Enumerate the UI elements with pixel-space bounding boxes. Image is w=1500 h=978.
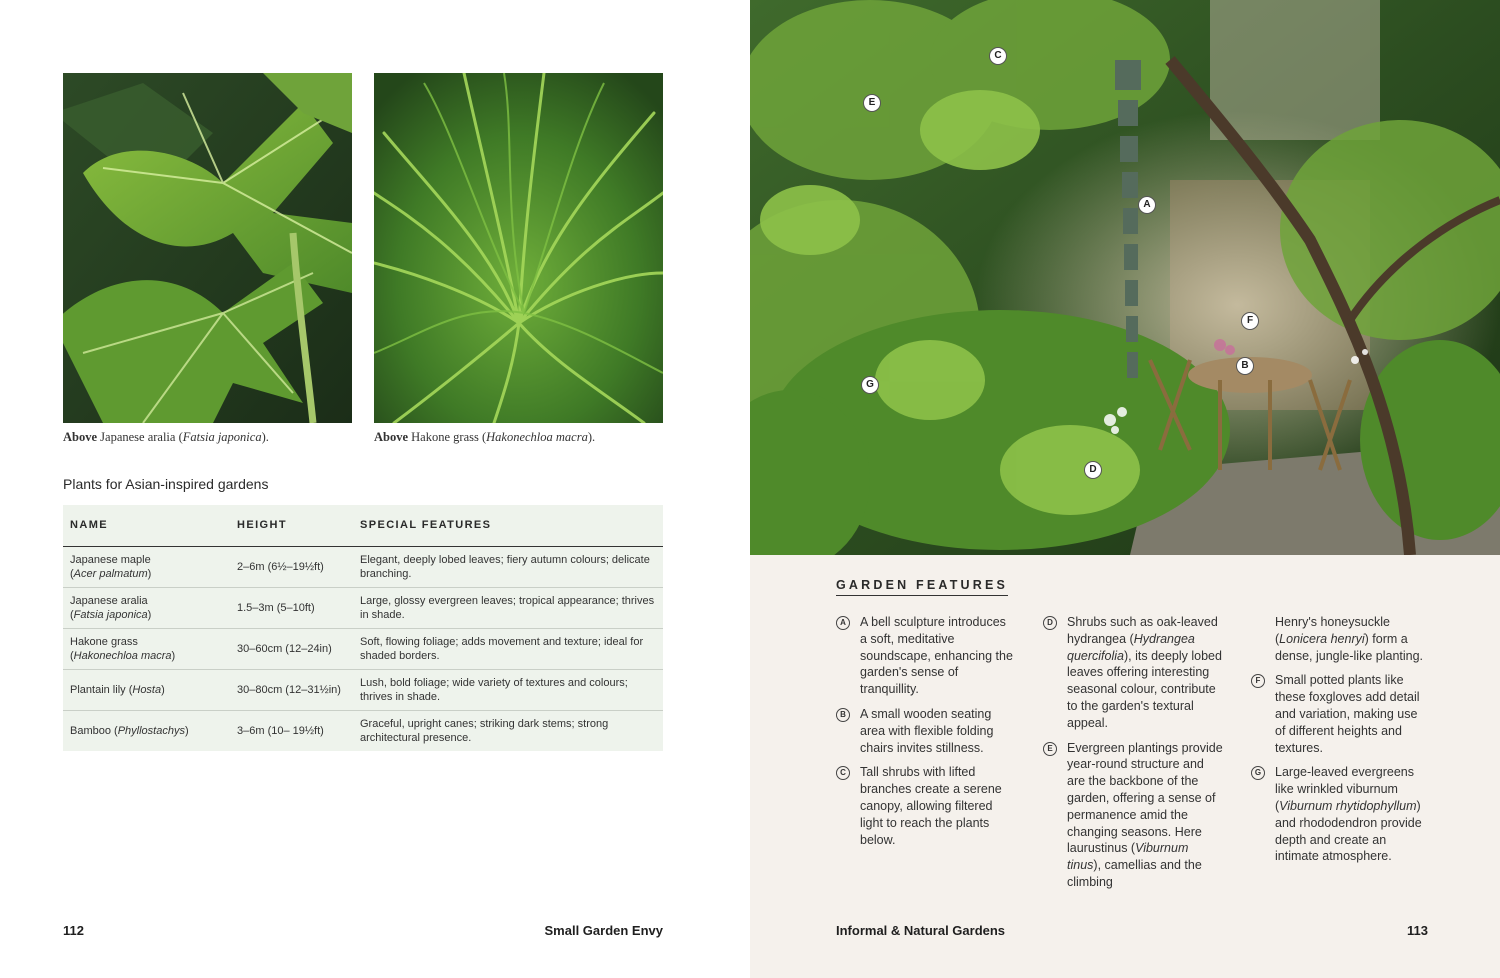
common-name: Plantain lily (70, 683, 126, 696)
column-header-height: HEIGHT (230, 505, 353, 546)
feature-scientific-name: Lonicera henryi (1279, 631, 1365, 646)
table-row (63, 710, 663, 751)
feature-text: Large-leaved evergreens like wrinkled viburnum ( (1275, 765, 1414, 813)
feature-badge-d: D (1043, 616, 1057, 630)
common-name: Hakone grass (70, 635, 138, 648)
scientific-name: Acer palmatum (73, 567, 148, 580)
feature-badge-f: F (1251, 674, 1265, 688)
feature-text: Evergreen plantings provide year-round structure and are the backbone of the garden, offering a sense of permanence amid the changing seasons. Here laurustinus ( (1067, 740, 1223, 856)
feature-item-e-continued (1251, 614, 1431, 664)
feature-text: Henry's honeysuckle ( (1275, 615, 1390, 646)
column-header-name: NAME (63, 505, 230, 546)
table-row (63, 669, 663, 710)
plant-name-cell (63, 628, 230, 669)
caption-scientific-name: Fatsia japonica (182, 430, 262, 444)
photo-marker-f: F (1241, 312, 1259, 330)
aralia-caption (63, 430, 269, 445)
garden-photo (750, 0, 1500, 555)
plant-name-cell (63, 669, 230, 710)
plants-table (63, 505, 663, 751)
scientific-name: Hakonechloa macra (73, 649, 172, 662)
common-name: Bamboo (70, 724, 111, 737)
photo-marker-g: G (861, 376, 879, 394)
photo-marker-d: D (1084, 461, 1102, 479)
feature-item-c (836, 764, 1016, 848)
feature-badge-b: B (836, 708, 850, 722)
feature-text: ) and rhododendron provide depth and create an intimate atmosphere. (1275, 798, 1422, 864)
feature-scientific-name: Viburnum rhytidophyllum (1279, 798, 1417, 813)
feature-text: Small potted plants like these foxgloves add detail and variation, making use of different heights and textures. (1275, 673, 1420, 755)
feature-badge-c: C (836, 766, 850, 780)
common-name: Japanese maple (70, 553, 151, 566)
feature-text: ), its deeply lobed leaves offering interesting seasonal colour, contribute to the garden's textural appeal. (1067, 648, 1222, 730)
features-cell: Graceful, upright canes; striking dark stems; strong architectural presence. (360, 717, 609, 744)
table-row (63, 628, 663, 669)
feature-item-b (836, 706, 1016, 756)
photo-marker-e: E (863, 94, 881, 112)
right-page (750, 0, 1500, 978)
feature-badge-a: A (836, 616, 850, 630)
garden-features-heading: GARDEN FEATURES (836, 578, 1008, 596)
caption-lead: Above (63, 430, 98, 444)
feature-text: A small wooden seating area with flexible folding chairs invites stillness. (860, 706, 994, 755)
feature-text: A bell sculpture introduces a soft, meditative soundscape, enhancing the garden's sense of tranquillity. (860, 615, 1013, 697)
paren-open: ( (110, 724, 118, 737)
feature-text: Shrubs such as oak-leaved hydrangea ( (1067, 615, 1218, 646)
feature-text: ) form a dense, jungle-like planting. (1275, 631, 1424, 663)
table-row (63, 546, 663, 587)
caption-lead: Above (374, 430, 409, 444)
paren-open: ( (70, 608, 74, 621)
feature-badge-g: G (1251, 766, 1265, 780)
plant-name-cell (63, 710, 230, 751)
column-header-features: SPECIAL FEATURES (353, 505, 663, 546)
common-name: Japanese aralia (70, 594, 148, 607)
paren-close: ) (171, 649, 176, 662)
running-title-left: Small Garden Envy (544, 923, 663, 938)
photo-marker-a: A (1138, 196, 1156, 214)
features-cell: Elegant, deeply lobed leaves; fiery autumn colours; delicate branching. (353, 546, 663, 587)
feature-item-e (1043, 740, 1223, 891)
feature-item-a (836, 614, 1016, 698)
caption-end: ). (587, 430, 596, 444)
features-cell: Lush, bold foliage; wide variety of textures and colours; thrives in shade. (353, 669, 663, 710)
paren-close: ) (147, 567, 152, 580)
feature-scientific-name: Viburnum tinus (1067, 841, 1189, 873)
table-header-row (63, 505, 663, 546)
scientific-name: Hosta (132, 683, 162, 696)
height-cell: 30–60cm (12–24in) (230, 628, 353, 669)
paren-close: ) (147, 608, 152, 621)
features-column-2 (1043, 614, 1223, 899)
paren-open: ( (70, 649, 74, 662)
feature-text: Tall shrubs with lifted branches create a serene canopy, allowing filtered light to reach the plants below. (860, 765, 1002, 847)
feature-item-d (1043, 614, 1223, 732)
running-title-right: Informal & Natural Gardens (836, 923, 1006, 938)
features-column-3 (1251, 614, 1431, 873)
scientific-name: Fatsia japonica (73, 608, 148, 621)
caption-text: Hakone grass ( (408, 430, 487, 444)
scientific-name: Phyllostachys (117, 724, 185, 737)
page-number-left: 112 (63, 923, 84, 938)
paren-open: ( (70, 567, 74, 580)
caption-end: ). (261, 430, 269, 444)
height-cell: 1.5–3m (5–10ft) (230, 587, 353, 628)
features-cell: Soft, flowing foliage; adds movement and texture; ideal for shaded borders. (353, 628, 663, 669)
height-cell: 30–80cm (12–31½in) (230, 669, 353, 710)
plant-name-cell (63, 546, 230, 587)
height-cell: 3–6m (10– 19½ft) (237, 724, 324, 737)
feature-scientific-name: Hydrangea quercifolia (1067, 631, 1195, 663)
photo-marker-b: B (1236, 357, 1254, 375)
hakone-grass-photo (374, 73, 663, 423)
feature-badge-e: E (1043, 742, 1057, 756)
table-row (63, 587, 663, 628)
feature-item-g (1251, 764, 1431, 865)
plant-name-cell (63, 587, 230, 628)
feature-text: ), camellias and the climbing (1067, 858, 1202, 889)
features-column-1 (836, 614, 1016, 856)
page-number-right: 113 (1407, 923, 1428, 938)
table-title: Plants for Asian-inspired gardens (63, 476, 269, 492)
paren-open: ( (125, 683, 133, 696)
aralia-photo (63, 73, 352, 423)
caption-text: Japanese aralia ( (97, 430, 183, 444)
hakone-grass-caption (374, 430, 595, 445)
photo-marker-c: C (989, 47, 1007, 65)
features-cell: Large, glossy evergreen leaves; tropical appearance; thrives in shade. (353, 587, 663, 628)
feature-item-f (1251, 672, 1431, 756)
caption-scientific-name: Hakonechloa macra (486, 430, 588, 444)
paren-close: ) (184, 724, 189, 737)
height-cell: 2–6m (6½–19½ft) (230, 546, 353, 587)
paren-close: ) (161, 683, 165, 696)
